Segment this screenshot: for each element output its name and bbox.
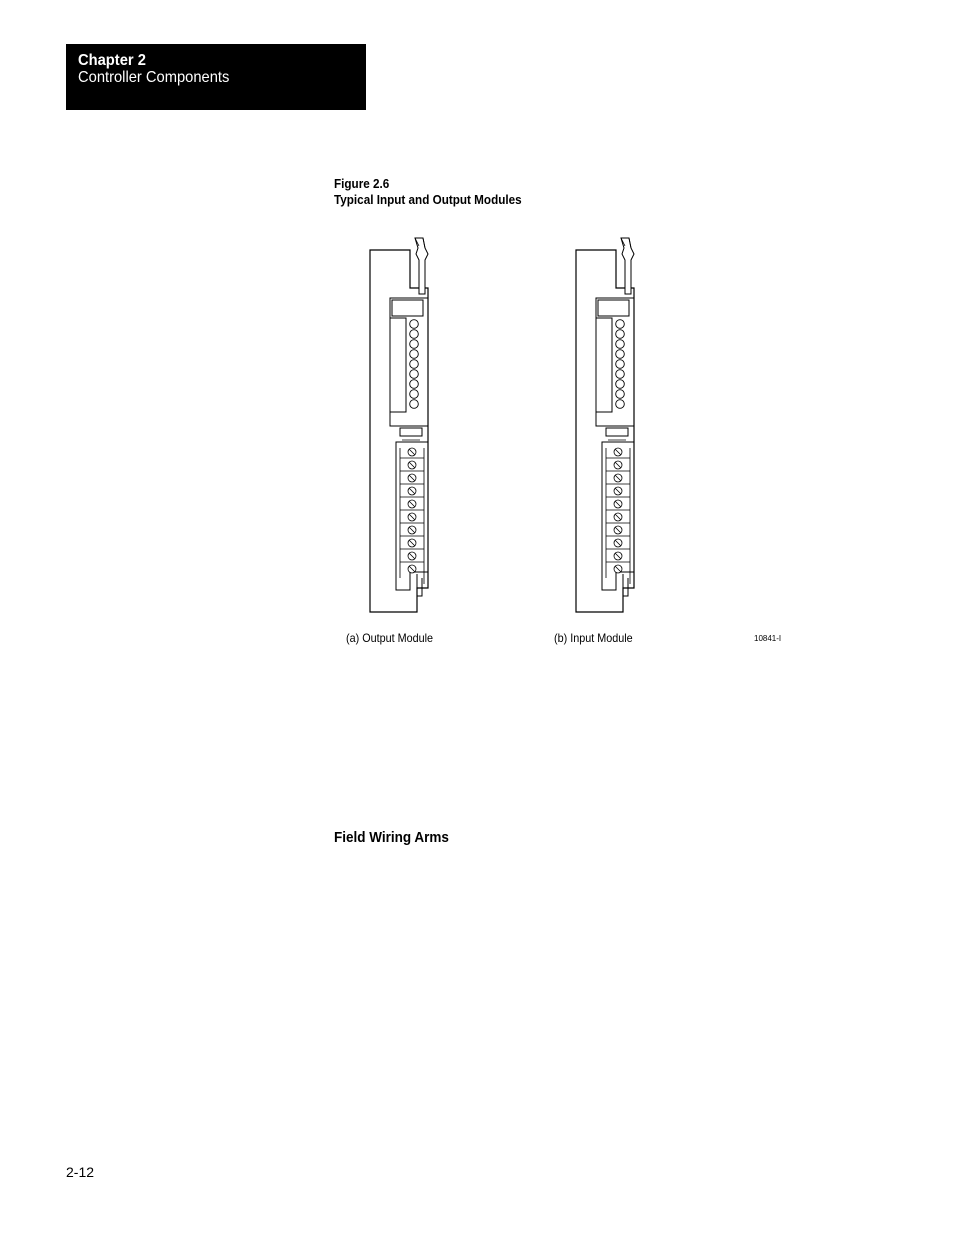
figure-label: Figure 2.6 bbox=[334, 176, 390, 191]
figure-code: 10841-I bbox=[754, 634, 782, 643]
chapter-title: Controller Components bbox=[78, 69, 230, 86]
page-number: 2-12 bbox=[66, 1164, 95, 1180]
section-heading: Field Wiring Arms bbox=[334, 829, 449, 846]
caption-output-module: (a) Output Module bbox=[346, 631, 434, 645]
figure-title: Typical Input and Output Modules bbox=[334, 192, 522, 207]
caption-input-module: (b) Input Module bbox=[554, 631, 633, 645]
chapter-number: Chapter 2 bbox=[78, 52, 146, 69]
